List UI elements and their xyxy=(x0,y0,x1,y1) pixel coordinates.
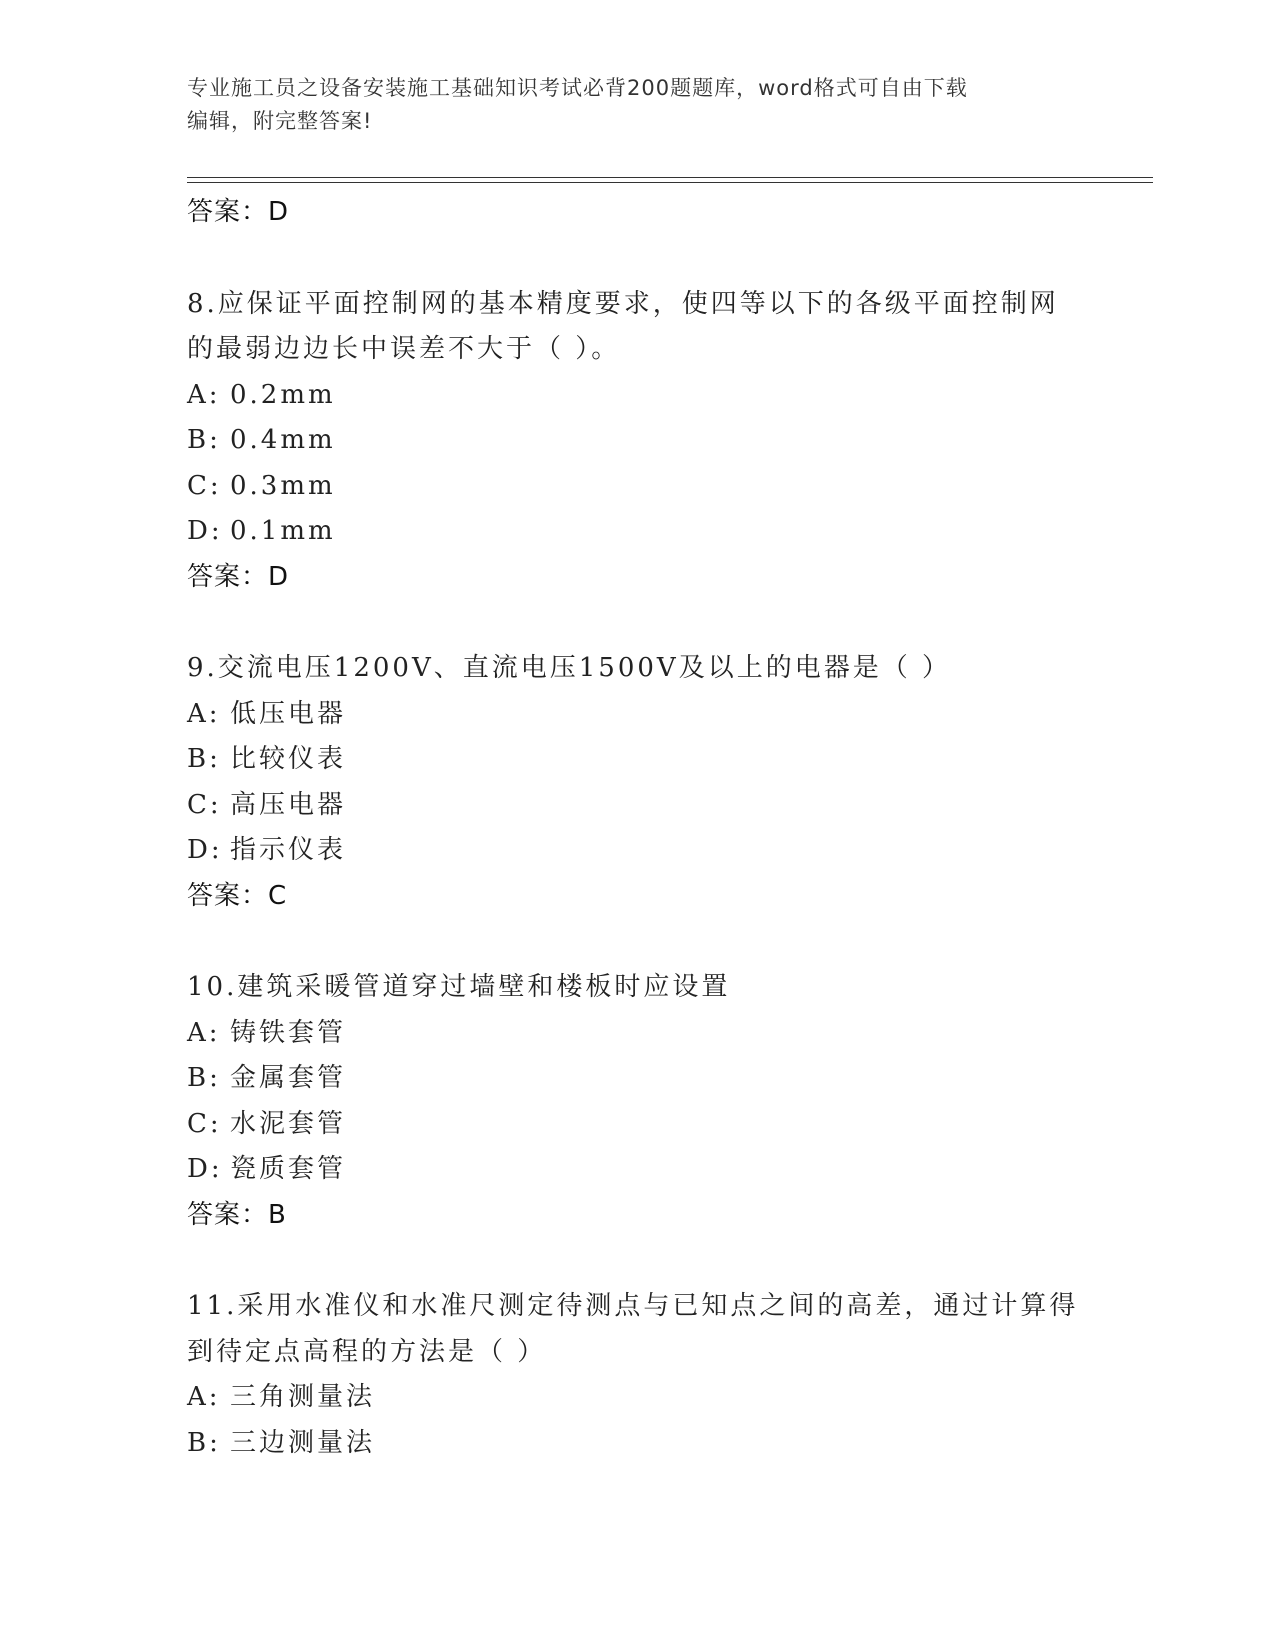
question-11 xyxy=(187,1284,1087,1466)
option-b: B: 0.4mm xyxy=(187,425,336,455)
option-b: B: 金属套管 xyxy=(187,1063,347,1093)
header-divider-top xyxy=(187,177,1153,178)
option-c: C: 水泥套管 xyxy=(187,1108,347,1139)
header-line-1: 专业施工员之设备安装施工基础知识考试必背200题题库，word格式可自由下载 xyxy=(187,76,968,100)
question-text-cont: 的最弱边边长中误差不大于（ ）。 xyxy=(187,334,621,364)
option-c: C: 高压电器 xyxy=(187,789,347,820)
question-list xyxy=(187,190,1087,1466)
option-a: A: 低压电器 xyxy=(187,698,347,729)
question-text: 11.采用水准仪和水准尺测定待测点与已知点之间的高差，通过计算得 xyxy=(187,1291,1079,1321)
question-8 xyxy=(187,282,1087,601)
question-text-cont: 到待定点高程的方法是（ ） xyxy=(187,1336,547,1367)
question-text: 10.建筑采暖管道穿过墙壁和楼板时应设置 xyxy=(187,972,731,1002)
option-a: A: 0.2mm xyxy=(187,379,336,410)
question-10 xyxy=(187,965,1087,1238)
option-b: B: 三边测量法 xyxy=(187,1427,376,1458)
header-divider-bottom xyxy=(187,182,1153,183)
option-a: A: 三角测量法 xyxy=(187,1382,376,1412)
answer-q10: 答案：B xyxy=(187,1199,287,1230)
answer-q8: 答案：D xyxy=(187,561,290,592)
option-a: A: 铸铁套管 xyxy=(187,1017,347,1048)
question-text: 9.交流电压1200V、直流电压1500V及以上的电器是（ ） xyxy=(187,653,951,683)
question-9 xyxy=(187,646,1087,919)
option-c: C: 0.3mm xyxy=(187,470,336,501)
document-header xyxy=(187,72,1067,138)
option-d: D: 0.1mm xyxy=(187,516,336,546)
option-d: D: 指示仪表 xyxy=(187,835,347,865)
answer-q9: 答案：C xyxy=(187,880,288,911)
option-d: D: 瓷质套管 xyxy=(187,1154,347,1184)
answer-previous: 答案：D xyxy=(187,197,290,227)
header-line-2: 编辑，附完整答案! xyxy=(187,109,373,133)
question-text: 8.应保证平面控制网的基本精度要求，使四等以下的各级平面控制网 xyxy=(187,288,1059,319)
option-b: B: 比较仪表 xyxy=(187,744,347,774)
